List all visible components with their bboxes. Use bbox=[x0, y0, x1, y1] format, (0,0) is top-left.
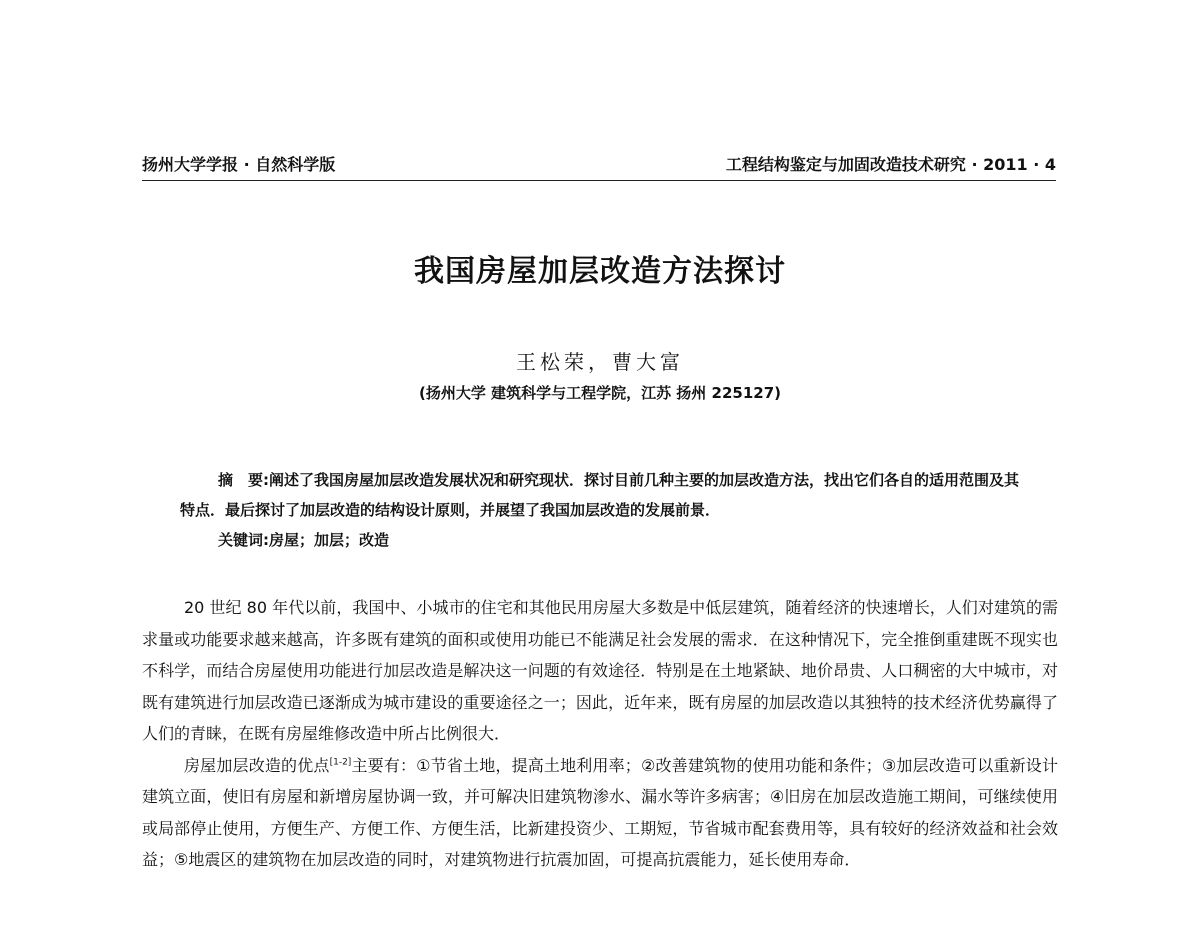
body-text bbox=[142, 592, 1058, 876]
paragraph-2 bbox=[142, 750, 1058, 876]
abstract-text: 阐述了我国房屋加层改造发展状况和研究现状．探讨目前几种主要的加层改造方法，找出它们各自的适用范围及其特点．最后探讨了加层改造的结构设计原则，并展望了我国加层改造的发展前景． bbox=[180, 471, 1020, 519]
paper-title: 我国房屋加层改造方法探讨 bbox=[414, 254, 786, 289]
abstract bbox=[180, 465, 1030, 525]
paragraph-2-rest: 主要有：①节省土地，提高土地利用率；②改善建筑物的使用功能和条件；③加层改造可以重新设计建筑立面，使旧有房屋和新增房屋协调一致，并可解决旧建筑物渗水、漏水等许多病害；④旧房在加层改造施工期间，可继续使用或局部停止使用，方便生产、方便工作、方便生活，比新建投资少、工期短，节省城市配套费用等，具有较好的经济效益和社会效益；⑤地震区的建筑物在加层改造的同时，对建筑物进行抗震加固，可提高抗震能力，延长使用寿命． bbox=[142, 755, 1058, 869]
authors: 王松荣，曹大富 bbox=[516, 350, 684, 374]
keywords bbox=[180, 525, 1030, 555]
abstract-label: 摘 要: bbox=[218, 471, 269, 489]
journal-name: 扬州大学学报 · 自然科学版 bbox=[142, 155, 336, 174]
citation[interactable]: [1-2] bbox=[329, 757, 352, 768]
paragraph-1: 20 世纪 80 年代以前，我国中、小城市的住宅和其他民用房屋大多数是中低层建筑，随着经济的快速增长，人们对建筑的需求量或功能要求越来越高，许多既有建筑的面积或使用功能已不能满足社会发展的需求．在这种情况下，完全推倒重建既不现实也不科学，而结合房屋使用功能进行加层改造是解决这一问题的有效途径．特别是在土地紧缺、地价昂贵、人口稠密的大中城市，对既有建筑进行加层改造已逐渐成为城市建设的重要途径之一；因此，近年来，既有房屋的加层改造以其独特的技术经济优势赢得了人们的青睐，在既有房屋维修改造中所占比例很大． bbox=[142, 598, 1058, 743]
keywords-text: 房屋；加层；改造 bbox=[269, 531, 390, 549]
affiliation: (扬州大学 建筑科学与工程学院，江苏 扬州 225127) bbox=[418, 384, 781, 402]
paragraph-2-start: 房屋加层改造的优点 bbox=[184, 755, 330, 775]
abstract-block bbox=[180, 465, 1030, 555]
keywords-label: 关键词: bbox=[218, 531, 269, 549]
issue-info: 工程结构鉴定与加固改造技术研究 · 2011 · 4 bbox=[725, 155, 1056, 174]
running-header bbox=[142, 150, 1056, 181]
